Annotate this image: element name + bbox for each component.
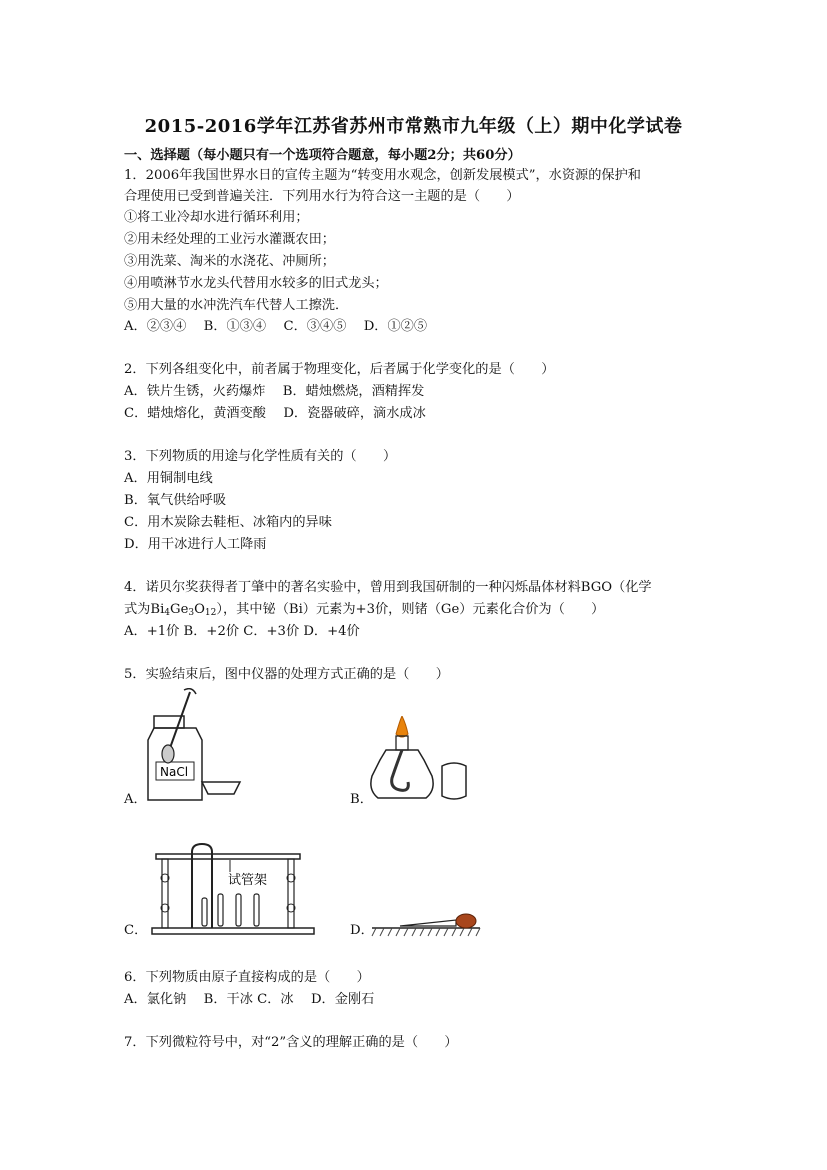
reagent-bottle-figure (140, 688, 250, 808)
q1-item: ①将工业冷却水进行循环利用； (124, 210, 309, 225)
q2-options-row1: A．铁片生锈，火药爆炸 B．蜡烛燃烧，酒精挥发 (124, 384, 425, 399)
q5-label-a: A． (124, 792, 147, 807)
dropper-figure (370, 904, 482, 940)
q5-label-c: C． (124, 923, 148, 938)
q5-stem: 5．实验结束后，图中仪器的处理方式正确的是（ ） (124, 667, 449, 682)
q4-formula-sub: 12 (204, 608, 217, 618)
q2-options-row2: C．蜡烛熔化，黄酒变酸 D．瓷器破碎，滴水成冰 (124, 406, 426, 421)
q4-options: A．+1价 B．+2价 C．+3价 D．+4价 (124, 624, 360, 639)
nacl-label: NaCl (160, 765, 189, 779)
page-title: 2015-2016学年江苏省苏州市常熟市九年级（上）期中化学试卷 (144, 116, 683, 137)
q4-formula-sub: 3 (188, 608, 195, 618)
alcohol-lamp-figure (366, 716, 476, 808)
q3-option: C．用木炭除去鞋柜、冰箱内的异味 (124, 515, 332, 530)
rack-label: 试管架 (228, 873, 268, 888)
q1-item: ③用洗菜、淘米的水浇花、冲厕所； (124, 254, 335, 269)
q1-item: ④用喷淋节水龙头代替用水较多的旧式龙头； (124, 276, 388, 291)
q1-stem-line2: 合理使用已受到普遍关注．下列用水行为符合这一主题的是（ ） (124, 189, 520, 204)
q4-stem-line2 (124, 600, 604, 623)
q1-item: ⑤用大量的水冲洗汽车代替人工擦洗． (124, 298, 349, 313)
test-tube-rack-figure (148, 838, 318, 938)
q5-label-b: B． (350, 792, 373, 807)
q7-stem: 7．下列微粒符号中，对“2”含义的理解正确的是（ ） (124, 1035, 458, 1050)
section-heading: 一、选择题（每小题只有一个选项符合题意，每小题2分；共60分） (124, 148, 521, 163)
q5-label-d: D． (350, 923, 374, 938)
q1-item: ②用未经处理的工业污水灌溉农田； (124, 232, 335, 247)
q4-stem-line1: 4．诺贝尔奖获得者丁肇中的著名实验中，曾用到我国研制的一种闪烁晶体材料BGO（化学 (124, 580, 652, 595)
q3-stem: 3．下列物质的用途与化学性质有关的（ ） (124, 449, 397, 464)
q1-options: A．②③④ B．①③④ C．③④⑤ D．①②⑤ (124, 319, 428, 334)
q4-formula-o: O (194, 602, 205, 617)
q3-option: A．用铜制电线 (124, 471, 213, 486)
q4-formula-sub: 4 (164, 608, 171, 618)
q6-stem: 6．下列物质由原子直接构成的是（ ） (124, 970, 370, 985)
q3-option: B．氧气供给呼吸 (124, 493, 227, 508)
q6-options: A．氯化钠 B．干冰 C．冰 D．金刚石 (124, 992, 375, 1007)
q4-stem-rest: ），其中铋（Bi）元素为+3价，则锗（Ge）元素化合价为（ ） (216, 602, 605, 617)
q1-stem-line1: 1．2006年我国世界水日的宣传主题为“转变用水观念，创新发展模式”，水资源的保护和 (124, 168, 641, 183)
q4-formula-prefix: 式为Bi (124, 602, 165, 617)
q3-option: D．用干冰进行人工降雨 (124, 537, 267, 552)
q4-formula-ge: Ge (170, 602, 189, 617)
q2-stem: 2．下列各组变化中，前者属于物理变化，后者属于化学变化的是（ ） (124, 362, 555, 377)
